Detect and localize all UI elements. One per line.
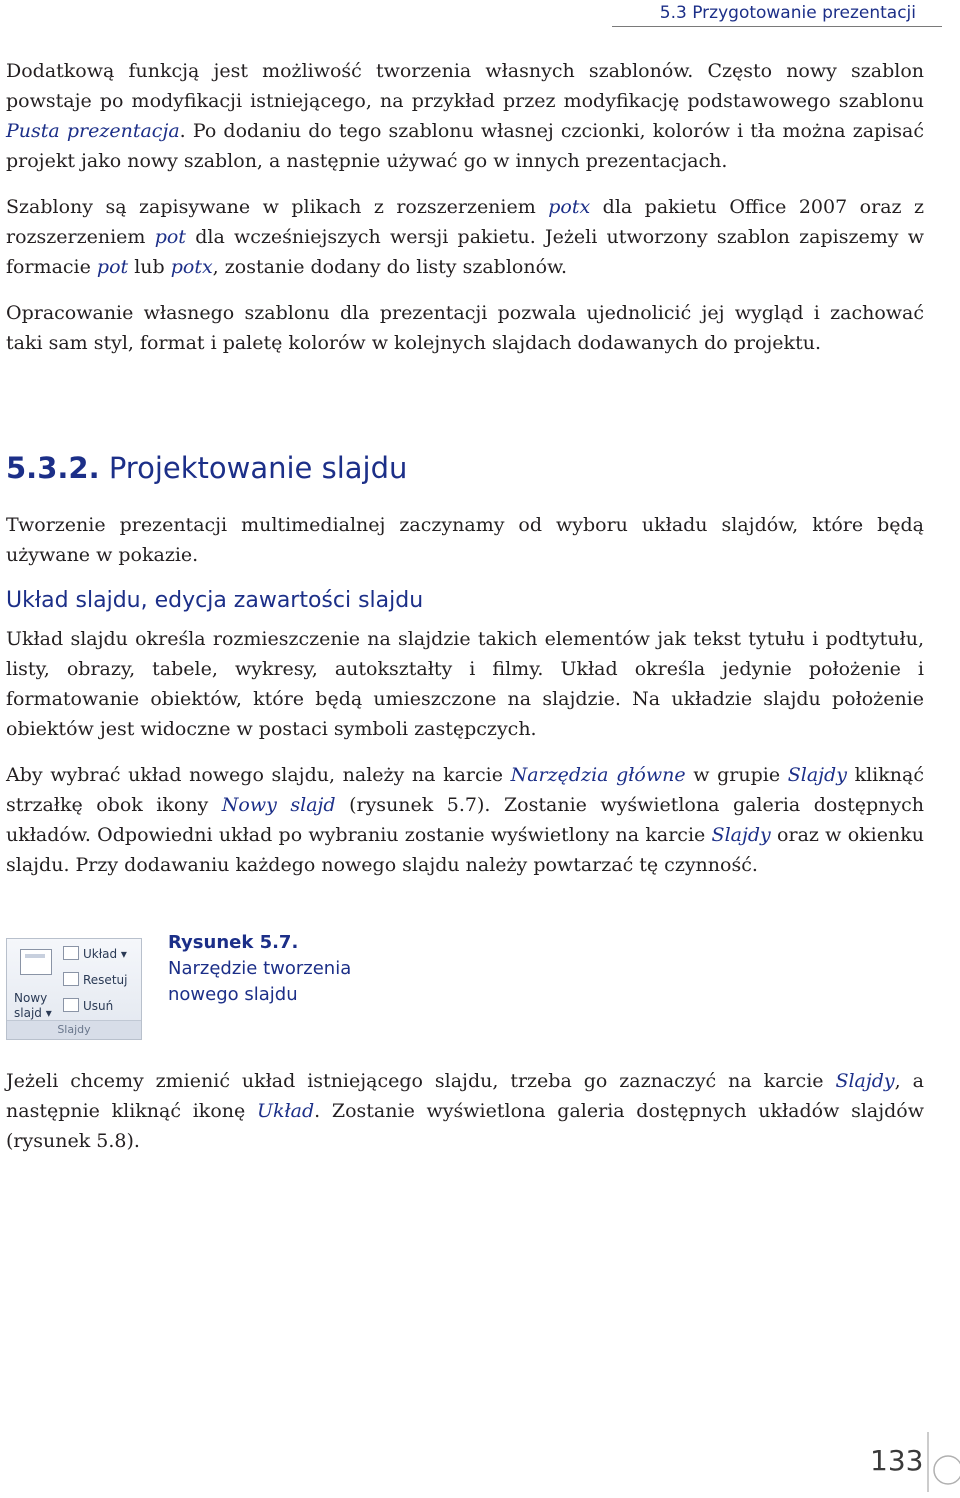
text-span: dla wcześniejszych wersji pakietu. Jeżeli utworzony szablon zapiszemy w formacie [6, 226, 924, 278]
delete-icon [63, 998, 79, 1012]
new-slide-button [11, 943, 59, 1019]
text-span: , zostanie dodany do listy szablonów. [212, 256, 568, 278]
delete-button [63, 995, 113, 1017]
term-pusta-prezentacja: Pusta prezentacja [6, 120, 180, 142]
term-pot: pot [96, 256, 129, 278]
paragraph-layout-selection [6, 760, 924, 880]
text-span: lub [128, 256, 171, 278]
text-span: kliknąć strzałkę obok ikony [6, 764, 924, 816]
new-slide-icon [20, 949, 52, 975]
text-span: w grupie [685, 764, 788, 786]
paragraph-layout-definition: Układ slajdu określa rozmieszczenie na slajdzie takich elementów jak tekst tytułu i podtytułu, listy, obrazy, tabele, wykresy, autokształty i filmy. Układ określa jedynie położenie i formatowanie obiektów, które będą umieszczone na slajdzie. Na układzie slajdu położenie obiektów jest widoczne w postaci symboli zastępczych. [6, 628, 924, 740]
ribbon-group-label: Slajdy [7, 1020, 141, 1039]
text-span: dla pakietu Office 2007 oraz z rozszerzeniem [6, 196, 925, 248]
new-slide-label-line2: slajd ▾ [14, 1006, 52, 1020]
paragraph-custom-templates [6, 56, 924, 176]
section-title-text: Projektowanie slajdu [108, 451, 408, 485]
subsection-heading: Układ slajdu, edycja zawartości slajdu [6, 588, 424, 613]
section-number: 5.3.2. [6, 451, 100, 485]
term-slajdy: Slajdy [711, 824, 771, 846]
running-head: 5.3 Przygotowanie prezentacji [612, 0, 942, 27]
delete-label: Usuń [83, 999, 114, 1013]
layout-label: Układ ▾ [83, 947, 127, 961]
figure-caption [168, 930, 398, 1008]
text-span: Szablony są zapisywane w plikach z rozszerzeniem [6, 196, 549, 218]
term-pot: pot [154, 226, 186, 248]
layout-button [63, 943, 127, 965]
body-text-block-4 [6, 1066, 924, 1172]
paragraph-change-layout [6, 1066, 924, 1156]
term-potx: potx [548, 196, 591, 218]
text-span: Dodatkową funkcją jest możliwość tworzenia własnych szablonów. Często nowy szablon powstaje po modyfikacji istniejącego, na przykład przez modyfikację podstawowego szablonu [6, 60, 924, 112]
page-corner-ornament-icon [926, 1432, 960, 1492]
body-text-block-3 [6, 624, 924, 896]
new-slide-label-line1: Nowy [14, 991, 48, 1005]
paragraph-template-extensions [6, 192, 924, 282]
term-nowy-slajd: Nowy slajd [221, 794, 336, 816]
text-span: Jeżeli chcemy zmienić układ istniejącego slajdu, trzeba go zaznaczyć na karcie [6, 1070, 836, 1092]
term-potx: potx [170, 256, 213, 278]
text-span: . Po dodaniu do tego szablonu własnej czcionki, kolorów i tła można zapisać projekt jako nowy szablon, a następnie używać go w innych prezentacjach. [6, 120, 924, 172]
text-span: Aby wybrać układ nowego slajdu, należy na karcie [6, 764, 511, 786]
figure-caption-text: Narzędzie tworzenia nowego slajdu [168, 958, 352, 1005]
page-number: 133 [870, 1444, 924, 1477]
term-uklad: Układ [256, 1100, 315, 1122]
term-slajdy: Slajdy [835, 1070, 895, 1092]
paragraph-template-benefits: Opracowanie własnego szablonu dla prezentacji pozwala ujednolicić jej wygląd i zachować taki sam styl, format i paletę kolorów w kolejnych slajdach dodawanych do projektu. [6, 302, 924, 354]
text-span: oraz w okienku slajdu. Przy dodawaniu każdego nowego slajdu należy powtarzać tę czynność. [6, 824, 924, 876]
text-span: (rysunek 5.7). Zostanie wyświetlona galeria dostępnych układów. Odpowiedni układ po wybraniu zostanie wyświetlony na karcie [6, 794, 924, 846]
section-heading [6, 448, 407, 488]
reset-label: Resetuj [83, 973, 128, 987]
text-span: , a następnie kliknąć ikonę [6, 1070, 924, 1122]
reset-button [63, 969, 127, 991]
body-text-block-1 [6, 56, 924, 374]
text-span: . Zostanie wyświetlona galeria dostępnych układów slajdów (rysunek 5.8). [6, 1100, 924, 1152]
paragraph-slide-design-intro: Tworzenie prezentacji multimedialnej zaczynamy od wyboru układu slajdów, które będą używane w pokazie. [6, 514, 924, 566]
term-slajdy: Slajdy [787, 764, 847, 786]
figure-number: Rysunek 5.7. [168, 932, 299, 953]
ribbon-slides-group-figure [6, 938, 142, 1040]
reset-icon [63, 972, 79, 986]
layout-icon [63, 946, 79, 960]
body-text-block-2 [6, 510, 924, 586]
term-narzedzia-glowne: Narzędzia główne [510, 764, 686, 786]
